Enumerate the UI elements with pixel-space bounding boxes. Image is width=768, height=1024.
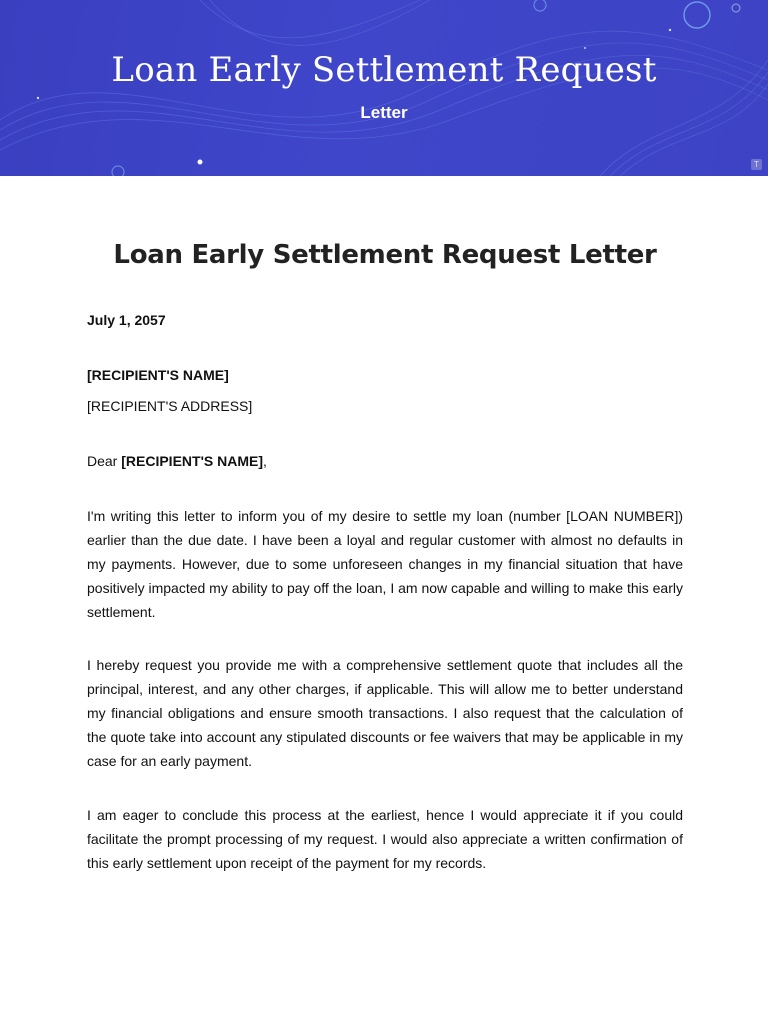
banner-subtitle: Letter: [360, 103, 408, 122]
salutation-prefix: Dear: [87, 453, 122, 469]
paragraph-3: I am eager to conclude this process at the earliest, hence I would appreciate it if you could facilitate the prompt processing of my request. I would also appreciate a written confirmation of this early settlement upon receipt of the payment for my records.: [87, 807, 683, 871]
recipient-name: [RECIPIENT'S NAME]: [87, 367, 229, 383]
salutation: [87, 449, 267, 473]
paragraph-2: I hereby request you provide me with a comprehensive settlement quote that includes all the principal, interest, and any other charges, if applicable. This will allow me to better understand my financial obligations and ensure smooth transactions. I also request that the calculation of the quote take into account any stipulated discounts or fee waivers that may be applicable in my case for an early payment.: [87, 657, 683, 769]
header-banner: [0, 0, 768, 176]
letter-title: Loan Early Settlement Request Letter: [113, 240, 657, 270]
watermark-icon: T: [751, 159, 762, 170]
salutation-name: [RECIPIENT'S NAME]: [121, 453, 264, 469]
letter-date: July 1, 2057: [87, 312, 166, 328]
banner-title: Loan Early Settlement Request: [111, 50, 657, 90]
recipient-address: [RECIPIENT'S ADDRESS]: [87, 398, 253, 414]
paragraph-1: I'm writing this letter to inform you of my desire to settle my loan (number [LOAN NUMBER]) earlier than the due date. I have been a loyal and regular customer with almost no defaults in my payments. However, due to some unforeseen changes in my financial situation that have positively impacted my ability to pay off the loan, I am now capable and willing to make this early settlement.: [87, 508, 683, 620]
salutation-suffix: ,: [263, 453, 267, 469]
